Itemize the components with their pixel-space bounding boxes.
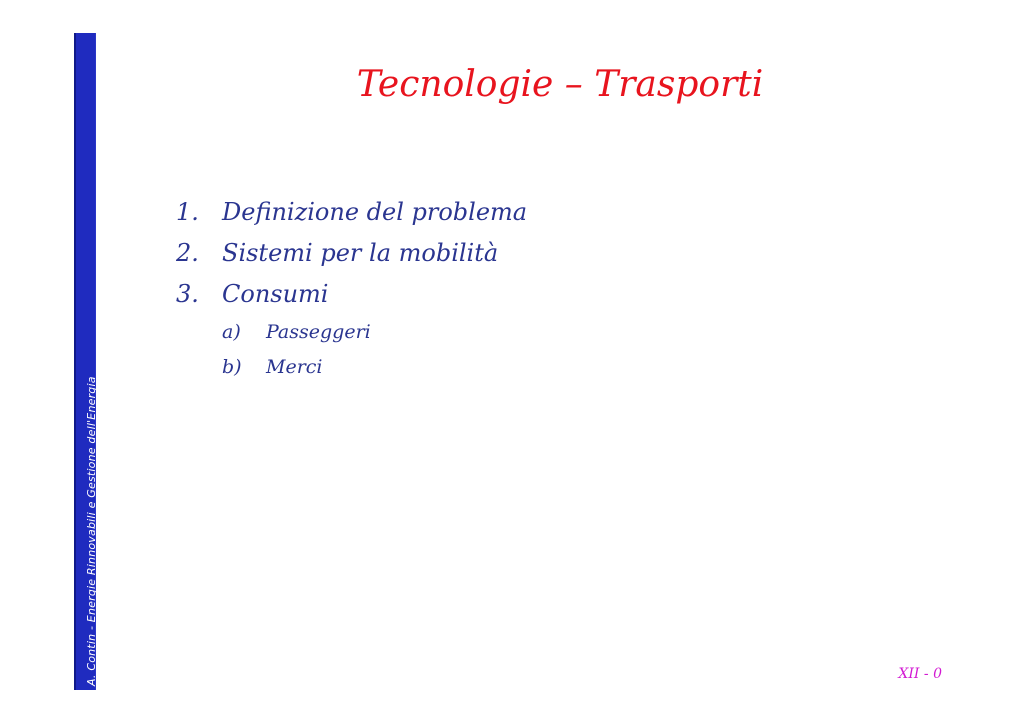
outline-item-label: Sistemi per la mobilità	[222, 239, 499, 267]
outline-list	[176, 198, 527, 391]
outline-item-number: 3.	[176, 280, 199, 308]
outline-subitem-label: Passeggeri	[266, 321, 371, 343]
slide-title: Tecnologie – Trasporti	[356, 64, 764, 105]
page-number: XII - 0	[898, 666, 942, 682]
outline-item-label: Consumi	[222, 280, 329, 308]
outline-item	[176, 239, 527, 280]
side-bar-caption: A. Contin - Energie Rinnovabili e Gestione dell'Energia	[85, 376, 98, 686]
outline-item-number: 2.	[176, 239, 199, 267]
outline-item	[176, 198, 527, 239]
outline-subitem-letter: b)	[222, 356, 242, 378]
outline-subitem-letter: a)	[222, 321, 241, 343]
outline-item-number: 1.	[176, 198, 199, 226]
outline-subitem-label: Merci	[266, 356, 323, 378]
outline-item	[176, 280, 527, 321]
outline-subitem	[176, 356, 527, 391]
outline-subitem	[176, 321, 527, 356]
outline-item-label: Definizione del problema	[222, 198, 528, 226]
